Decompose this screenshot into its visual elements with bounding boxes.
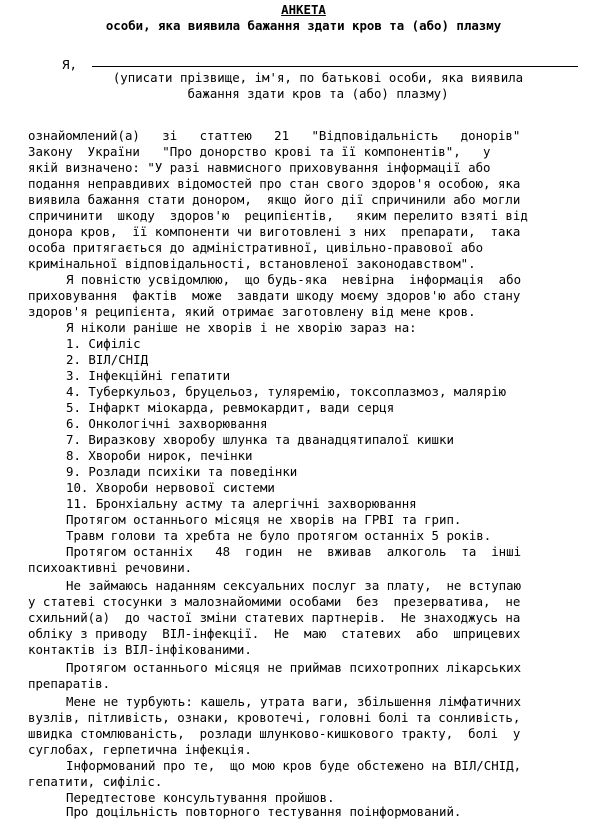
pretest-statement: Передтестове консультування пройшов. (66, 790, 335, 805)
p1-line-1: ознайомлений(а) зі статтею 21 "Відповідальність донорів" (28, 128, 521, 143)
p1-line-3: якій визначено: "У разі навмисного приховування інформації або (28, 160, 491, 175)
disease-item: 10. Хвороби нервової системи (66, 480, 275, 495)
disease-item: 3. Інфекційні гепатити (66, 368, 231, 383)
p1-line-5: виявила бажання стати донором, якщо його дії спричинили або могли (28, 192, 521, 207)
sex-statement-line-3: схильний(а) до частої зміни статевих партнерів. Не знаходжусь на (28, 610, 521, 625)
symptoms-line-3: швидка стомлюваність, розлади шлунково-кишкового тракту, болі у (28, 726, 521, 741)
symptoms-line-2: вузлів, пітливість, ознаки, кровотечі, головні болі та сонливість, (28, 710, 521, 725)
document-subtitle: особи, яка виявила бажання здати кров та (або) плазму (105, 18, 502, 33)
psycho-statement-line-2: препаратів. (28, 676, 111, 691)
p1-line-6: спричинити шкоду здоров'ю реципієнтів, яким перелито взяті від (28, 208, 528, 223)
p2-line-1: Я повністю усвідомлюю, що будь-яка невірна інформація або (66, 272, 522, 287)
disease-item: 1. Сифіліс (66, 336, 141, 351)
informed-line-2: гепатити, сифіліс. (28, 774, 163, 789)
name-note-line-2: бажання здати кров та (або) плазму) (187, 86, 449, 101)
disease-item: 5. Інфаркт міокарда, ревмокардит, вади серця (66, 400, 395, 415)
p2-line-3: здоров'я реципієнта, який отримає заготовлену від мене кров. (28, 304, 476, 319)
symptoms-line-1: Мене не турбують: кашель, утрата ваги, збільшення лімфатичних (66, 694, 522, 709)
disease-item: 2. ВІЛ/СНІД (66, 352, 149, 367)
p1-line-7: донора кров, її компоненти чи виготовлені з них препарати, така (28, 224, 521, 239)
pronoun-label: Я, (62, 57, 77, 72)
informed-line-1: Інформований про те, що мою кров буде обстежено на ВІЛ/СНІД, (66, 758, 522, 773)
symptoms-line-4: суглобах, герпетична інфекція. (28, 742, 252, 757)
diseases-intro: Я ніколи раніше не хворів і не хворію зараз на: (66, 320, 417, 335)
sex-statement-line-2: у статеві стосунки з малознайомими особами без презерватива, не (28, 594, 521, 609)
sex-statement-line-5: контактів із ВІЛ-інфікованими. (28, 642, 252, 657)
alcohol-statement-line-1: Протягом останніх 48 годин не вживав алкоголь та інші (66, 544, 522, 559)
disease-item: 11. Бронхіальну астму та алергічні захворювання (66, 496, 417, 511)
p1-line-4: подання неправдивих відомостей про стан свого здоров'я особою, яка (28, 176, 521, 191)
alcohol-statement-line-2: психоактивні речовини. (28, 560, 193, 575)
disease-item: 7. Виразкову хворобу шлунка та дванадцятипалої кишки (66, 432, 454, 447)
sex-statement-line-4: обліку з приводу ВІЛ-інфекції. Не маю статевих або шприцевих (28, 626, 521, 641)
retest-statement: Про доцільність повторного тестування поінформований. (66, 804, 462, 819)
disease-item: 4. Туберкульоз, бруцельоз, туляремію, токсоплазмоз, малярію (66, 384, 507, 399)
disease-item: 9. Розлади психіки та поведінки (66, 464, 298, 479)
flu-statement: Протягом останнього місяця не хворів на ГРВІ та грип. (66, 512, 462, 527)
name-note-line-1: (уписати прізвище, ім'я, по батькові особи, яка виявила (112, 70, 524, 85)
p1-line-2: Закону України "Про донорство крові та її компонентів", у (28, 144, 491, 159)
document-title: АНКЕТА (281, 2, 326, 17)
psycho-statement-line-1: Протягом останнього місяця не приймав психотропних лікарських (66, 660, 522, 675)
p2-line-2: приховування фактів може завдати шкоду моєму здоров'ю або стану (28, 288, 521, 303)
trauma-statement: Травм голови та хребта не було протягом останніх 5 років. (66, 528, 492, 543)
sex-statement-line-1: Не займаюсь наданням сексуальних послуг за плату, не вступаю (66, 578, 522, 593)
p1-line-9: кримінальної відповідальності, встановленої законодавством". (28, 256, 476, 271)
disease-item: 8. Хвороби нирок, печінки (66, 448, 253, 463)
p1-line-8: особа притягається до адміністративної, цивільно-правової або (28, 240, 484, 255)
disease-item: 6. Онкологічні захворювання (66, 416, 268, 431)
name-fill-line (92, 66, 578, 67)
